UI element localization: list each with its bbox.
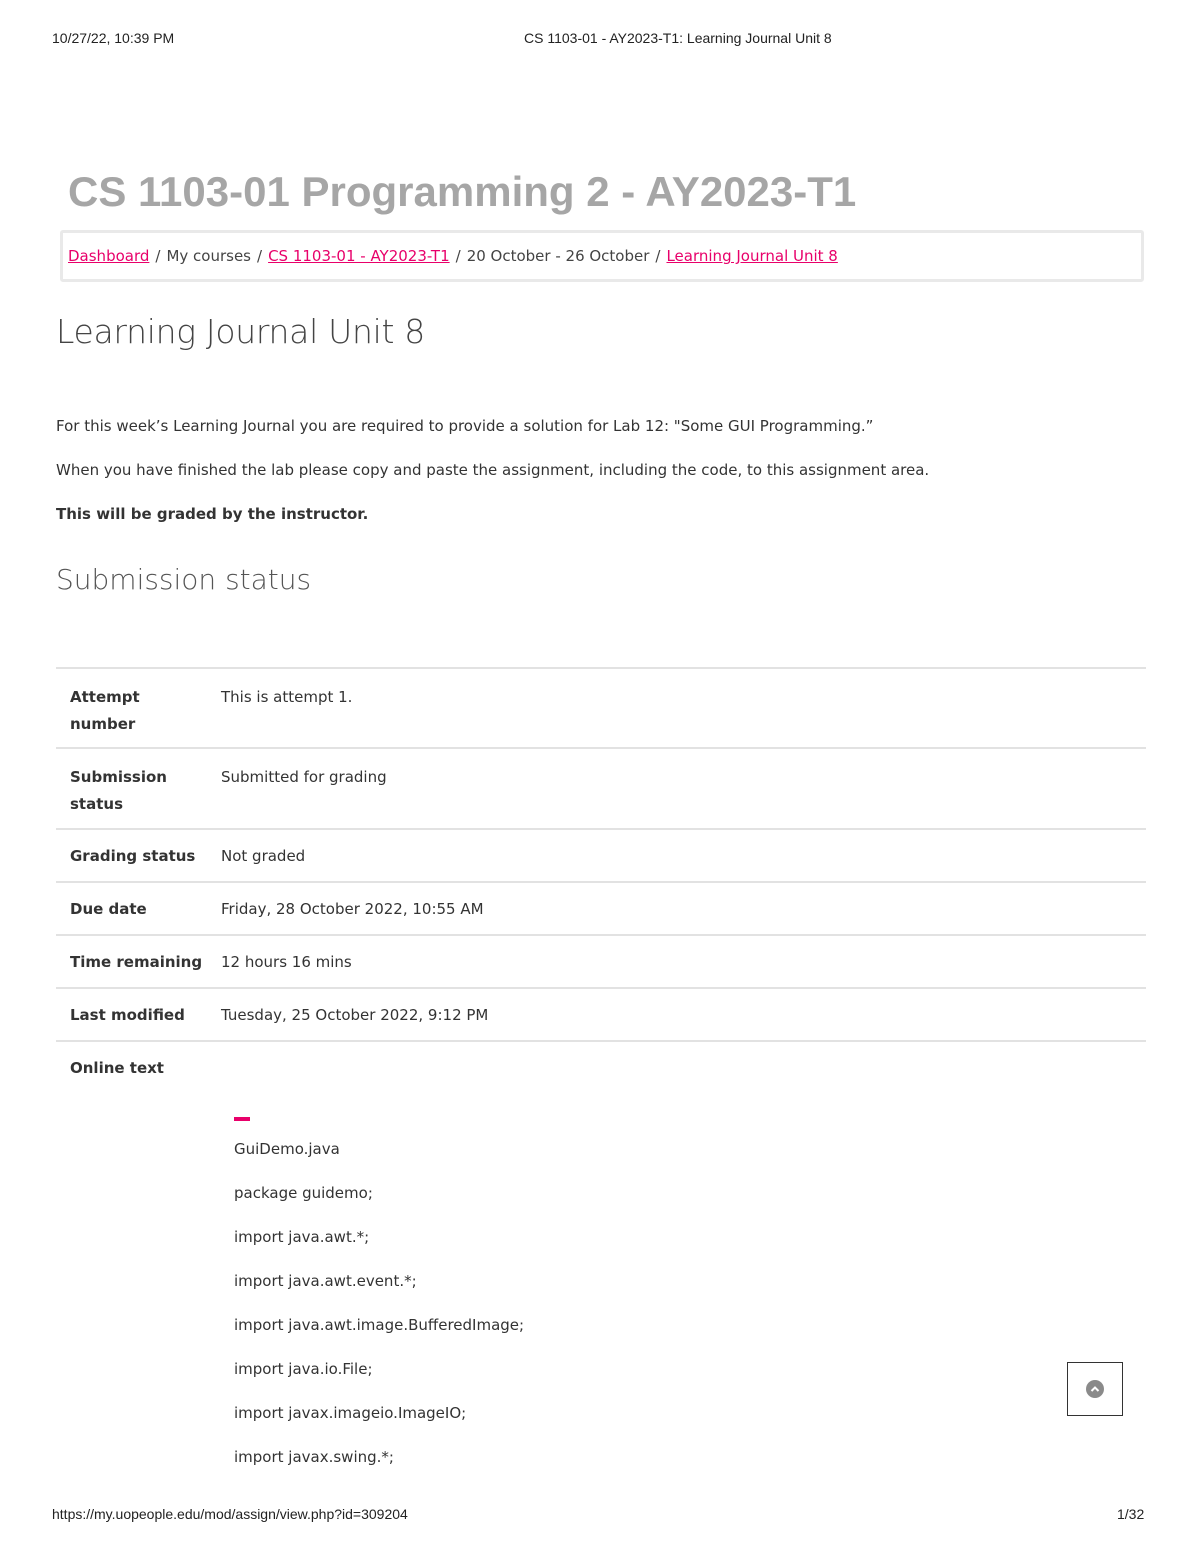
print-footer-url: https://my.uopeople.edu/mod/assign/view.php?id=309204 (52, 1506, 408, 1522)
back-to-top-button[interactable] (1067, 1362, 1123, 1416)
chevron-up-circle-icon (1086, 1380, 1104, 1398)
online-text-line: import java.awt.image.BufferedImage; (234, 1316, 525, 1334)
table-row-grading (56, 830, 1146, 883)
breadcrumb-separator: / (155, 247, 161, 265)
table-row-attempt (56, 669, 1146, 749)
time-remaining-value: 12 hours 16 mins (221, 953, 352, 971)
grading-status-label: Grading status (70, 847, 196, 865)
page-title: Learning Journal Unit 8 (56, 312, 425, 351)
online-text-line: import javax.swing.*; (234, 1448, 394, 1466)
table-row-time-remaining (56, 936, 1146, 989)
due-date-label: Due date (70, 900, 147, 918)
intro-line-3: This will be graded by the instructor. (56, 505, 369, 523)
grading-status-value: Not graded (221, 847, 306, 865)
breadcrumb-my-courses: My courses (166, 247, 251, 265)
attempt-number-label: Attempt number (70, 688, 140, 733)
online-text-line: import java.io.File; (234, 1360, 373, 1378)
breadcrumb-separator: / (655, 247, 661, 265)
online-text-label: Online text (70, 1059, 164, 1077)
breadcrumb-course-link[interactable]: CS 1103-01 - AY2023-T1 (268, 247, 450, 265)
breadcrumb-separator: / (257, 247, 263, 265)
submission-status-table (56, 667, 1146, 1082)
breadcrumb-week: 20 October - 26 October (466, 247, 650, 265)
submission-status-label: Submission status (70, 768, 167, 813)
time-remaining-label: Time remaining (70, 953, 203, 971)
online-text-line: package guidemo; (234, 1184, 373, 1202)
attempt-number-value: This is attempt 1. (221, 688, 353, 706)
intro-line-2: When you have finished the lab please copy and paste the assignment, including the code, to this assignment area. (56, 461, 930, 479)
breadcrumb (60, 230, 1144, 282)
submission-status-heading: Submission status (56, 563, 312, 596)
last-modified-label: Last modified (70, 1006, 185, 1024)
table-row-submission (56, 749, 1146, 830)
course-title: CS 1103-01 Programming 2 - AY2023-T1 (68, 168, 857, 215)
accent-dash (234, 1117, 250, 1121)
print-header-title: CS 1103-01 - AY2023-T1: Learning Journal Unit 8 (524, 30, 832, 46)
online-text-line: import javax.imageio.ImageIO; (234, 1404, 467, 1422)
intro-line-1: For this week’s Learning Journal you are required to provide a solution for Lab 12: "Some GUI Programming.” (56, 417, 874, 435)
breadcrumb-separator: / (455, 247, 461, 265)
table-row-due-date (56, 883, 1146, 936)
due-date-value: Friday, 28 October 2022, 10:55 AM (221, 900, 484, 918)
table-row-online-text (56, 1042, 1146, 1082)
print-footer-page: 1/32 (1117, 1506, 1145, 1522)
breadcrumb-current-link[interactable]: Learning Journal Unit 8 (666, 247, 838, 265)
online-text-content (234, 1117, 524, 1487)
last-modified-value: Tuesday, 25 October 2022, 9:12 PM (221, 1006, 489, 1024)
online-text-line: import java.awt.*; (234, 1228, 370, 1246)
submission-status-value: Submitted for grading (221, 768, 387, 786)
print-header-datetime: 10/27/22, 10:39 PM (52, 30, 175, 46)
online-text-line: GuiDemo.java (234, 1140, 340, 1158)
table-row-last-modified (56, 989, 1146, 1042)
breadcrumb-dashboard-link[interactable]: Dashboard (68, 247, 150, 265)
online-text-line: import java.awt.event.*; (234, 1272, 417, 1290)
